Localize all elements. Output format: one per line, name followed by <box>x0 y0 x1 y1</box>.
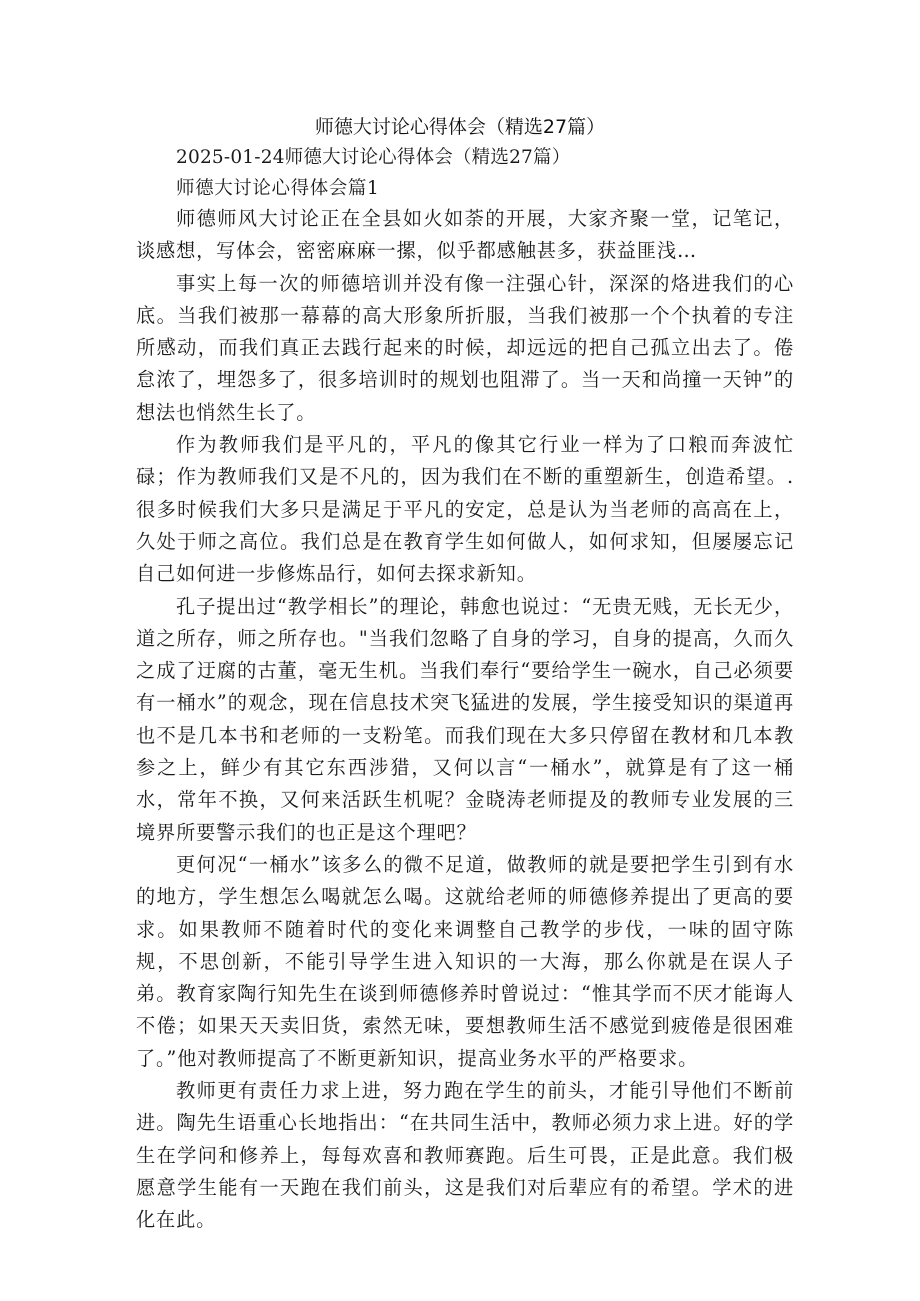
paragraph: 教师更有责任力求上进，努力跑在学生的前头，才能引导他们不断前进。陶先生语重心长地指出：“在共同生活中，教师必须力求上进。好的学生在学问和修养上，每每欢喜和教师赛跑。后生可畏，正是此意。我们极愿意学生能有一天跑在我们前头，这是我们对后辈应有的希望。学术的进化在此。 <box>136 1079 794 1232</box>
paragraph: 更何况“一桶水”该多么的微不足道，做教师的就是要把学生引到有水的地方，学生想怎么喝就怎么喝。这就给老师的师德修养提出了更高的要求。如果教师不随着时代的变化来调整自己教学的步伐，一味的固守陈规，不思创新，不能引导学生进入知识的一大海，那么你就是在误人子弟。教育家陶行知先生在谈到师德修养时曾说过：“惟其学而不厌才能诲人不倦；如果天天卖旧货，索然无味，要想教师生活不感觉到疲倦是很困难了。”他对教师提高了不断更新知识，提高业务水平的严格要求。 <box>136 852 794 1070</box>
document-title: 师德大讨论心得体会（精选27篇） <box>314 116 606 138</box>
paragraph: 事实上每一次的师德培训并没有像一注强心针，深深的烙进我们的心底。当我们被那一幕幕的高大形象所折服，当我们被那一个个执着的专注所感动，而我们真正去践行起来的时候，却远远的把自己孤立出去了。倦怠浓了，埋怨多了，很多培训时的规划也阻滞了。当一天和尚撞一天钟”的想法也悄然生长了。 <box>136 271 794 424</box>
article-body <box>136 203 794 1237</box>
paragraph: 师德师风大讨论正在全县如火如荼的开展，大家齐聚一堂，记笔记，谈感想，写体会，密密麻麻一摞，似乎都感触甚多，获益匪浅… <box>136 207 794 263</box>
paragraph: 孔子提出过“教学相长”的理论，韩愈也说过：“无贵无贱，无长无少，道之所存，师之所存也。"当我们忽略了自身的学习，自身的提高，久而久之成了迂腐的古董，毫无生机。当我们奉行“要给学生一碗水，自己必须要有一桶水”的观念，现在信息技术突飞猛进的发展，学生接受知识的渠道再也不是几本书和老师的一支粉笔。而我们现在大多只停留在教材和几本教参之上，鲜少有其它东西涉猎，又何以言“一桶水”，就算是有了这一桶水，常年不换，又何来活跃生机呢？金晓涛老师提及的教师专业发展的三境界所要警示我们的也正是这个理吧？ <box>136 594 794 844</box>
section-heading: 师德大讨论心得体会篇1 <box>176 178 380 199</box>
date-title-line: 2025-01-24师德大讨论心得体会（精选27篇） <box>176 147 571 168</box>
paragraph: 作为教师我们是平凡的，平凡的像其它行业一样为了口粮而奔波忙碌；作为教师我们又是不凡的，因为我们在不断的重塑新生，创造希望。.很多时候我们大多只是满足于平凡的安定，总是认为当老师的高高在上，久处于师之高位。我们总是在教育学生如何做人，如何求知，但屡屡忘记自己如何进一步修炼品行，如何去探求新知。 <box>136 433 794 586</box>
